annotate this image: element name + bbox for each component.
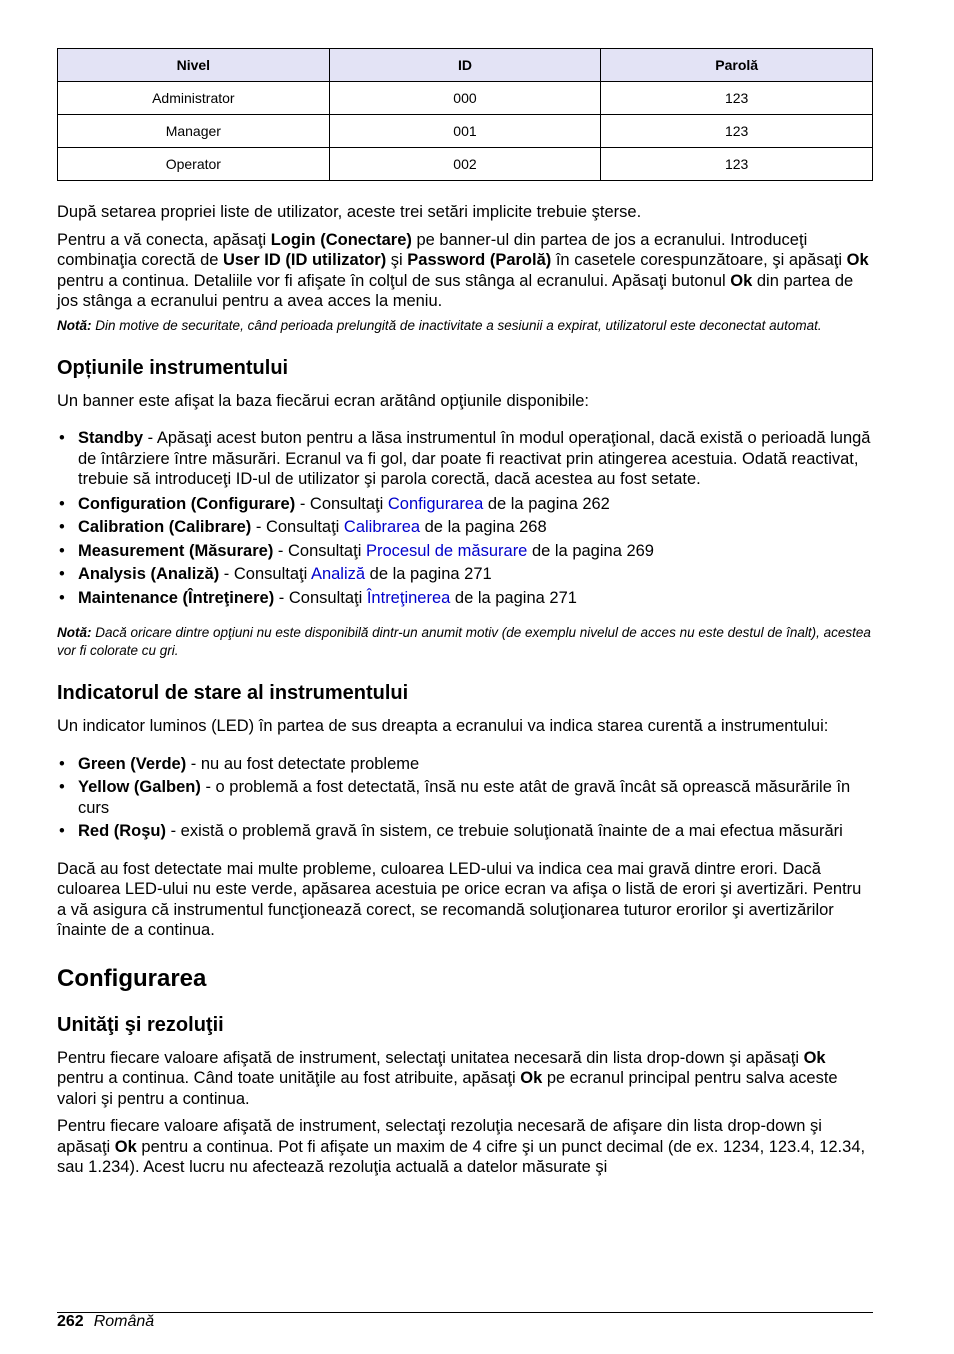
user-id-term: User ID (ID utilizator) <box>223 251 387 269</box>
options-list <box>57 428 873 608</box>
units-paragraph: Pentru fiecare valoare afişată de instrument, selectaţi unitatea necesară din lista drop-down şi apăsaţi Ok pentru a continua. Când toate unităţile au fost atribuite, apăsaţi Ok pe ecranul principal pentru salva aceste valori şi pentru a continua. <box>57 1048 838 1108</box>
ok-term: Ok <box>846 251 869 269</box>
list-item: • Maintenance (Întreţinere) - Consultaţi Întreţinerea de la pagina 271 <box>57 588 873 609</box>
document-page <box>57 48 873 1178</box>
list-item: • Configuration (Configurare) - Consultaţi Configurarea de la pagina 262 <box>57 494 873 515</box>
ok-term: Ok <box>114 1137 137 1156</box>
table-cell: Manager <box>58 115 330 148</box>
section-heading-units: Unităţi şi rezoluţii <box>57 1013 224 1036</box>
footer-language: Română <box>93 1313 155 1330</box>
page-footer <box>57 1312 154 1332</box>
options-lead: Un banner este afişat la baza fiecărui ecran arătând opţiunile disponibile: <box>57 391 590 410</box>
link-calibrarea[interactable]: Calibrarea <box>343 518 421 536</box>
link-configurarea[interactable]: Configurarea <box>387 494 484 513</box>
table-cell: 000 <box>329 82 601 115</box>
link-analiza[interactable]: Analiză <box>310 565 366 583</box>
table-cell: 123 <box>601 82 873 115</box>
table-cell: 002 <box>329 148 601 181</box>
list-item: • Green (Verde) - nu au fost detectate probleme <box>57 754 873 775</box>
list-item: • Calibration (Calibrare) - Consultaţi Calibrarea de la pagina 268 <box>57 517 873 538</box>
table-cell: 123 <box>601 115 873 148</box>
intro-paragraph-login: Pentru a vă conecta, apăsaţi Login (Conectare) pe banner-ul din partea de jos a ecranului. Introduceţi combinaţia corectă de User ID (ID utilizator) şi Password (Parolă) în casetele corespunzătoare, şi apăsaţi Ok pentru a continua. Detaliile vor fi afişate în colţul de sus stânga al ecranului. Apăsaţi butonul Ok din partea de jos stânga a ecranului pentru a avea acces la meniu. <box>57 230 869 310</box>
chapter-heading-configurarea: Configurarea <box>57 964 207 992</box>
table-cell: 001 <box>329 115 601 148</box>
table-row <box>58 82 873 115</box>
link-procesul-de-masurare[interactable]: Procesul de măsurare <box>365 541 528 560</box>
table-row <box>58 115 873 148</box>
resolution-paragraph: Pentru fiecare valoare afişată de instrument, selectaţi rezoluţia necesară de afişare din lista drop-down şi apăsaţi Ok pentru a continua. Pot fi afişate un maxim de 4 cifre şi un punct decimal (de ex. 1234, 123.4, 12.34, sau 1.234). Acest lucru nu afectează rezoluţia actuală a datelor măsurate şi <box>57 1117 866 1176</box>
login-term: Login (Conectare) <box>270 230 412 249</box>
column-header-password: Parolă <box>601 49 873 82</box>
section-heading-options: Opțiunile instrumentului <box>57 356 289 379</box>
ok-term: Ok <box>520 1069 543 1087</box>
status-list <box>57 754 873 842</box>
table-header-row <box>58 49 873 82</box>
status-lead: Un indicator luminos (LED) în partea de sus dreapta a ecranului va indica starea curentă a instrumentului: <box>57 717 829 735</box>
status-closing-paragraph: Dacă au fost detectate mai multe probleme, culoarea LED-ului va indica cea mai gravă dintre erori. Dacă culoarea LED-ului nu este verde, apăsarea acestuia pe orice ecran va afişa o listă de erori şi avertizări. Pentru a vă asigura că instrumentul funcţionează corect, se recomandă soluţionarea tuturor erorilor şi avertizărilor înainte de a continua. <box>57 859 862 939</box>
ok-term: Ok <box>803 1048 826 1067</box>
table-cell: Administrator <box>58 82 330 115</box>
security-note: Notă: Din motive de securitate, când perioada prelungită de inactivitate a sesiunii a expirat, utilizatorul este deconectat automat. <box>57 317 822 333</box>
section-heading-status: Indicatorul de stare al instrumentului <box>57 682 409 704</box>
table-row <box>58 148 873 181</box>
page-number: 262 <box>57 1313 84 1330</box>
table-cell: 123 <box>601 148 873 181</box>
options-note: Notă: Dacă oricare dintre opţiuni nu este disponibilă dintr-un anumit motiv (de exemplu nivelul de acces nu este destul de înalt), acestea vor fi colorate cu gri. <box>57 625 871 658</box>
table-cell: Operator <box>58 148 330 181</box>
column-header-id: ID <box>329 49 601 82</box>
default-users-table <box>57 48 873 181</box>
list-item: • Yellow (Galben) - o problemă a fost detectată, însă nu este atât de gravă încât să oprească măsurările în curs <box>57 777 873 818</box>
column-header-level: Nivel <box>58 49 330 82</box>
ok-term: Ok <box>730 271 753 290</box>
list-item: • Measurement (Măsurare) - Consultaţi Procesul de măsurare de la pagina 269 <box>57 541 873 562</box>
footer-divider <box>57 1312 873 1313</box>
list-item: • Red (Roşu) - există o problemă gravă în sistem, ce trebuie soluţionată înainte de a mai efectua măsurări <box>57 821 873 842</box>
intro-paragraph-delete-defaults: După setarea propriei liste de utilizator, aceste trei setări implicite trebuie şterse. <box>57 203 642 221</box>
password-term: Password (Parolă) <box>407 251 552 269</box>
list-item: • Standby - Apăsaţi acest buton pentru a lăsa instrumentul în modul operaţional, dacă există o perioadă lungă de întârziere între măsurări. Ecranul va fi gol, dar poate fi reactivat prin atingerea acestuia. Odată reactivat, trebuie să introduceţi ID-ul de utilizator şi parola corectă, dacă acestea au fost setate. <box>57 428 873 490</box>
list-item: • Analysis (Analiză) - Consultaţi Analiză de la pagina 271 <box>57 564 873 585</box>
link-intretinerea[interactable]: Întreţinerea <box>366 588 451 607</box>
